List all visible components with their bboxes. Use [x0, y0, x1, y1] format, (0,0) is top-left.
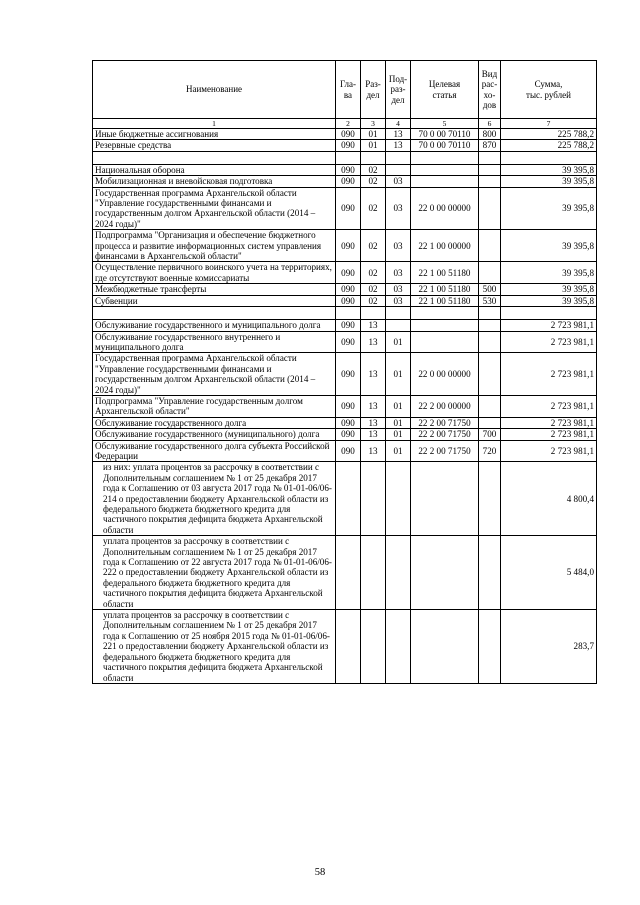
row-podrazdel-cell: 03 — [386, 187, 411, 230]
row-vid-cell: 500 — [479, 284, 501, 295]
row-vid-cell — [479, 331, 501, 353]
row-sum-cell: 2 723 981,1 — [501, 320, 597, 331]
row-podrazdel-cell: 01 — [386, 440, 411, 462]
empty-cell — [411, 307, 479, 320]
empty-cell — [479, 151, 501, 164]
spacer-row — [93, 151, 597, 164]
row-target-cell: 22 1 00 51180 — [411, 262, 479, 284]
row-vid-cell: 720 — [479, 440, 501, 462]
row-target-cell: 22 2 00 71750 — [411, 417, 479, 428]
table-row — [93, 295, 597, 306]
row-name-cell: Подпрограмма "Организация и обеспечение бюджетного процесса и развитие информационных систем управления финансами в Архангельской области" — [93, 230, 336, 262]
row-name-cell: Межбюджетные трансферты — [93, 284, 336, 295]
row-podrazdel-cell: 03 — [386, 295, 411, 306]
row-razdel-cell: 13 — [361, 395, 386, 417]
empty-cell — [501, 151, 597, 164]
table-row — [93, 462, 597, 536]
table-row — [93, 140, 597, 151]
empty-cell — [93, 307, 336, 320]
row-glava-cell: 090 — [336, 295, 361, 306]
row-glava-cell: 090 — [336, 262, 361, 284]
row-sum-cell: 4 800,4 — [501, 462, 597, 536]
table-row — [93, 262, 597, 284]
row-glava-cell: 090 — [336, 417, 361, 428]
row-razdel-cell: 02 — [361, 262, 386, 284]
header-podrazdel: Под- раз- дел — [386, 61, 411, 119]
row-target-cell: 22 1 00 00000 — [411, 230, 479, 262]
budget-table — [92, 60, 597, 684]
empty-cell — [361, 151, 386, 164]
row-sum-cell: 2 723 981,1 — [501, 417, 597, 428]
row-sum-cell: 2 723 981,1 — [501, 440, 597, 462]
row-glava-cell: 090 — [336, 187, 361, 230]
row-target-cell: 22 1 00 51180 — [411, 284, 479, 295]
header-glava: Гла- ва — [336, 61, 361, 119]
row-glava-cell — [336, 462, 361, 536]
row-sum-cell: 39 395,8 — [501, 262, 597, 284]
row-podrazdel-cell — [386, 462, 411, 536]
column-number: 2 — [336, 119, 361, 129]
row-target-cell — [411, 164, 479, 175]
row-vid-cell — [479, 187, 501, 230]
table-row — [93, 610, 597, 684]
row-podrazdel-cell — [386, 164, 411, 175]
row-glava-cell — [336, 536, 361, 610]
column-number: 3 — [361, 119, 386, 129]
row-razdel-cell — [361, 610, 386, 684]
row-razdel-cell: 01 — [361, 129, 386, 140]
row-glava-cell: 090 — [336, 230, 361, 262]
row-glava-cell — [336, 610, 361, 684]
table-header-row — [93, 61, 597, 119]
row-name-cell: Обслуживание государственного долга субъекта Российской Федерации — [93, 440, 336, 462]
row-glava-cell: 090 — [336, 320, 361, 331]
row-target-cell: 22 1 00 51180 — [411, 295, 479, 306]
row-podrazdel-cell: 01 — [386, 429, 411, 440]
table-row — [93, 395, 597, 417]
row-razdel-cell: 13 — [361, 331, 386, 353]
row-razdel-cell: 13 — [361, 417, 386, 428]
row-podrazdel-cell — [386, 536, 411, 610]
row-vid-cell — [479, 230, 501, 262]
row-sum-cell: 39 395,8 — [501, 284, 597, 295]
row-sum-cell: 2 723 981,1 — [501, 353, 597, 396]
row-target-cell: 22 0 00 00000 — [411, 353, 479, 396]
header-razdel: Раз- дел — [361, 61, 386, 119]
row-glava-cell: 090 — [336, 129, 361, 140]
row-vid-cell — [479, 353, 501, 396]
row-sum-cell: 2 723 981,1 — [501, 429, 597, 440]
header-name: Наименование — [93, 61, 336, 119]
row-name-cell: уплата процентов за рассрочку в соответствии с Дополнительным соглашением № 1 от 25 декабря 2017 года к Соглашению от 25 ноября 2015 года № 01-01-06/06-221 о предоставлении бюджету Архангельской области из федерального бюджета бюджетного кредита для частичного покрытия дефицита бюджета Архангельской области — [93, 610, 336, 684]
row-target-cell: 22 2 00 71750 — [411, 440, 479, 462]
table-row — [93, 429, 597, 440]
table-row — [93, 129, 597, 140]
row-vid-cell: 870 — [479, 140, 501, 151]
row-razdel-cell: 13 — [361, 320, 386, 331]
empty-cell — [336, 307, 361, 320]
column-number: 4 — [386, 119, 411, 129]
row-podrazdel-cell — [386, 610, 411, 684]
row-target-cell: 22 2 00 71750 — [411, 429, 479, 440]
row-sum-cell: 39 395,8 — [501, 164, 597, 175]
row-target-cell: 70 0 00 70110 — [411, 140, 479, 151]
row-name-cell: Национальная оборона — [93, 164, 336, 175]
row-sum-cell: 39 395,8 — [501, 295, 597, 306]
spacer-row — [93, 307, 597, 320]
row-sum-cell: 39 395,8 — [501, 230, 597, 262]
row-podrazdel-cell: 01 — [386, 331, 411, 353]
header-vid: Вид рас- хо- дов — [479, 61, 501, 119]
empty-cell — [411, 151, 479, 164]
row-razdel-cell: 02 — [361, 164, 386, 175]
column-number: 5 — [411, 119, 479, 129]
table-row — [93, 353, 597, 396]
table-row — [93, 187, 597, 230]
row-sum-cell: 225 788,2 — [501, 140, 597, 151]
row-glava-cell: 090 — [336, 164, 361, 175]
row-target-cell: 22 2 00 00000 — [411, 395, 479, 417]
row-podrazdel-cell: 01 — [386, 417, 411, 428]
row-podrazdel-cell — [386, 320, 411, 331]
row-name-cell: уплата процентов за рассрочку в соответствии с Дополнительным соглашением № 1 от 25 декабря 2017 года к Соглашению от 22 августа 2017 года № 01-01-06/06-222 о предоставлении бюджету Архангельской области из федерального бюджета бюджетного кредита для частичного покрытия дефицита бюджета Архангельской области — [93, 536, 336, 610]
row-razdel-cell: 02 — [361, 176, 386, 187]
row-podrazdel-cell: 01 — [386, 395, 411, 417]
row-target-cell — [411, 331, 479, 353]
row-razdel-cell: 02 — [361, 284, 386, 295]
row-sum-cell: 225 788,2 — [501, 129, 597, 140]
row-name-cell: Обслуживание государственного долга — [93, 417, 336, 428]
column-number: 6 — [479, 119, 501, 129]
header-target: Целевая статья — [411, 61, 479, 119]
row-sum-cell: 39 395,8 — [501, 176, 597, 187]
row-podrazdel-cell: 03 — [386, 230, 411, 262]
table-row — [93, 536, 597, 610]
empty-cell — [361, 307, 386, 320]
row-razdel-cell: 13 — [361, 440, 386, 462]
row-name-cell: из них: уплата процентов за рассрочку в соответствии с Дополнительным соглашением № 1 от 25 декабря 2017 года к Соглашению от 03 августа 2017 года № 01-01-06/06-214 о предоставлении бюджету Архангельской области из федерального бюджета бюджетного кредита для частичного покрытия дефицита бюджета Архангельской области — [93, 462, 336, 536]
row-podrazdel-cell: 13 — [386, 140, 411, 151]
row-glava-cell: 090 — [336, 440, 361, 462]
row-vid-cell: 800 — [479, 129, 501, 140]
row-razdel-cell — [361, 536, 386, 610]
row-sum-cell: 2 723 981,1 — [501, 395, 597, 417]
row-name-cell: Государственная программа Архангельской области "Управление государственными финансами и государственным долгом Архангельской области (2014 – 2024 годы)" — [93, 187, 336, 230]
header-sum: Сумма, тыс. рублей — [501, 61, 597, 119]
row-podrazdel-cell: 01 — [386, 353, 411, 396]
row-razdel-cell: 02 — [361, 295, 386, 306]
row-razdel-cell: 13 — [361, 429, 386, 440]
column-number: 1 — [93, 119, 336, 129]
row-glava-cell: 090 — [336, 176, 361, 187]
row-target-cell — [411, 320, 479, 331]
row-name-cell: Мобилизационная и вневойсковая подготовка — [93, 176, 336, 187]
table-row — [93, 230, 597, 262]
row-glava-cell: 090 — [336, 429, 361, 440]
row-glava-cell: 090 — [336, 395, 361, 417]
table-row — [93, 440, 597, 462]
empty-cell — [336, 151, 361, 164]
row-sum-cell: 39 395,8 — [501, 187, 597, 230]
row-razdel-cell — [361, 462, 386, 536]
row-glava-cell: 090 — [336, 353, 361, 396]
row-sum-cell: 5 484,0 — [501, 536, 597, 610]
page-number: 58 — [314, 867, 326, 878]
empty-cell — [386, 307, 411, 320]
row-name-cell: Подпрограмма "Управление государственным долгом Архангельской области" — [93, 395, 336, 417]
row-vid-cell: 700 — [479, 429, 501, 440]
row-name-cell: Обслуживание государственного (муниципального) долга — [93, 429, 336, 440]
row-target-cell: 70 0 00 70110 — [411, 129, 479, 140]
row-vid-cell — [479, 462, 501, 536]
row-sum-cell: 283,7 — [501, 610, 597, 684]
row-vid-cell — [479, 536, 501, 610]
table-row — [93, 331, 597, 353]
column-number-row — [93, 119, 597, 129]
row-name-cell: Обслуживание государственного и муниципального долга — [93, 320, 336, 331]
row-razdel-cell: 13 — [361, 353, 386, 396]
row-podrazdel-cell: 03 — [386, 284, 411, 295]
row-name-cell: Государственная программа Архангельской области "Управление государственными финансами и государственным долгом Архангельской области (2014 – 2024 годы)" — [93, 353, 336, 396]
empty-cell — [479, 307, 501, 320]
row-podrazdel-cell: 03 — [386, 262, 411, 284]
row-razdel-cell: 01 — [361, 140, 386, 151]
row-podrazdel-cell: 13 — [386, 129, 411, 140]
row-vid-cell — [479, 320, 501, 331]
row-glava-cell: 090 — [336, 284, 361, 295]
column-number: 7 — [501, 119, 597, 129]
row-glava-cell: 090 — [336, 140, 361, 151]
row-razdel-cell: 02 — [361, 230, 386, 262]
row-target-cell — [411, 536, 479, 610]
table-row — [93, 284, 597, 295]
row-vid-cell — [479, 395, 501, 417]
row-podrazdel-cell: 03 — [386, 176, 411, 187]
row-vid-cell — [479, 417, 501, 428]
row-target-cell — [411, 176, 479, 187]
row-target-cell — [411, 610, 479, 684]
empty-cell — [386, 151, 411, 164]
row-vid-cell: 530 — [479, 295, 501, 306]
row-target-cell — [411, 462, 479, 536]
row-sum-cell: 2 723 981,1 — [501, 331, 597, 353]
empty-cell — [93, 151, 336, 164]
row-glava-cell: 090 — [336, 331, 361, 353]
row-razdel-cell: 02 — [361, 187, 386, 230]
row-target-cell: 22 0 00 00000 — [411, 187, 479, 230]
row-name-cell: Осуществление первичного воинского учета на территориях, где отсутствуют военные комиссариаты — [93, 262, 336, 284]
table-row — [93, 320, 597, 331]
row-name-cell: Обслуживание государственного внутреннего и муниципального долга — [93, 331, 336, 353]
row-name-cell: Иные бюджетные ассигнования — [93, 129, 336, 140]
table-row — [93, 176, 597, 187]
table-row — [93, 164, 597, 175]
row-vid-cell — [479, 262, 501, 284]
empty-cell — [501, 307, 597, 320]
row-vid-cell — [479, 176, 501, 187]
row-name-cell: Субвенции — [93, 295, 336, 306]
table-row — [93, 417, 597, 428]
row-vid-cell — [479, 164, 501, 175]
row-vid-cell — [479, 610, 501, 684]
row-name-cell: Резервные средства — [93, 140, 336, 151]
